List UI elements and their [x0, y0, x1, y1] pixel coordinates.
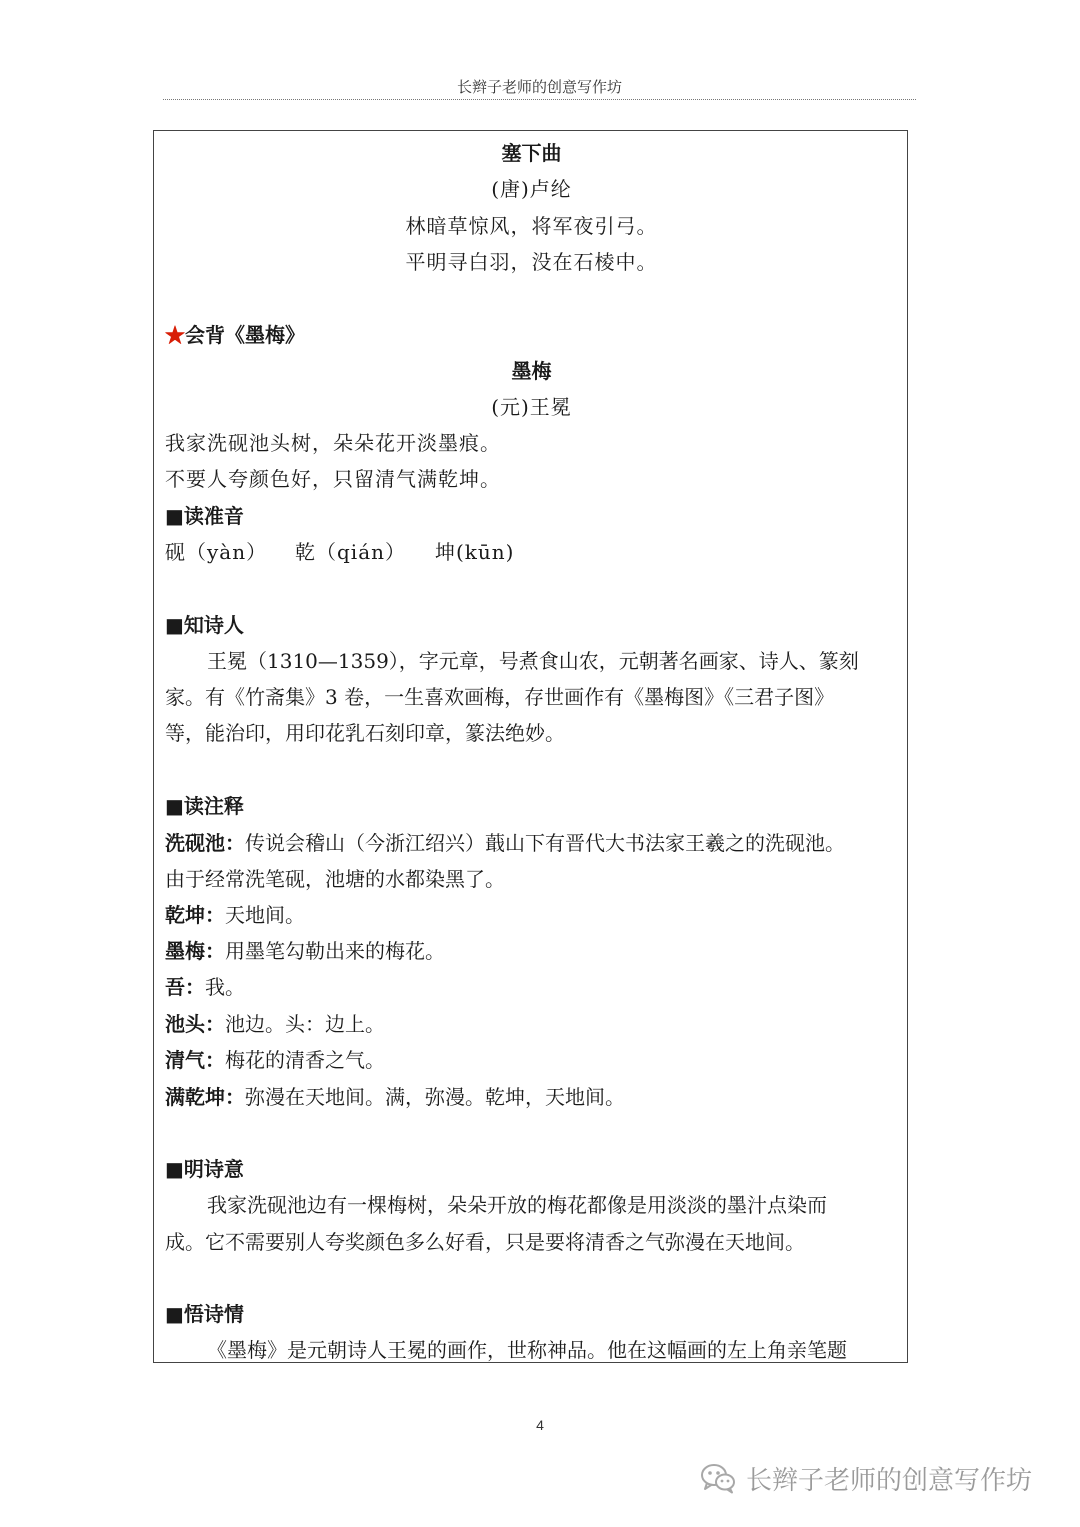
poet-text-line: 家。有《竹斋集》3 卷，一生喜欢画梅，存世画作有《墨梅图》《三君子图》: [165, 685, 835, 709]
poem1-author: (唐)卢纶: [491, 177, 572, 201]
watermark: [700, 1458, 1032, 1498]
poem1-line-2: 平明寻白羽，没在石棱中。: [405, 250, 658, 274]
note-term: 吾：: [165, 975, 205, 999]
note-term: 洗砚池：: [165, 831, 245, 855]
section-heading-pronounce: ■读准音: [165, 504, 244, 528]
pronounce-row: [165, 537, 898, 567]
page-number: 4: [536, 1417, 544, 1433]
star-icon: ★: [165, 323, 185, 347]
poem2-line-1: 我家洗砚池头树，朵朵花开淡墨痕。: [165, 431, 501, 455]
note-item: [165, 828, 898, 858]
pronounce-item: 乾（qián）: [295, 540, 407, 564]
content-frame: [153, 130, 908, 1363]
note-text: 传说会稽山（今浙江绍兴）蕺山下有晋代大书法家王羲之的洗砚池。: [245, 831, 845, 855]
note-text: 天地间。: [225, 903, 305, 927]
task-heading: [165, 320, 898, 350]
note-text: 用墨笔勾勒出来的梅花。: [225, 939, 445, 963]
page-header-title: 长辫子老师的创意写作坊: [456, 78, 622, 96]
pronounce-item: 砚（yàn）: [165, 540, 268, 564]
poem1-line-1: 林暗草惊风，将军夜引弓。: [405, 214, 658, 238]
note-item: [165, 936, 898, 966]
note-text: 由于经常洗笔砚，池塘的水都染黑了。: [165, 867, 505, 891]
note-text: 我。: [205, 975, 245, 999]
note-term: 乾坤：: [165, 903, 225, 927]
pronounce-item: 坤(kūn): [435, 540, 515, 564]
section-heading-poet: ■知诗人: [165, 613, 244, 637]
note-term: 池头：: [165, 1012, 225, 1036]
watermark-text: 长辫子老师的创意写作坊: [746, 1465, 1033, 1496]
header-divider: [163, 99, 916, 100]
section-heading-meaning: ■明诗意: [165, 1157, 244, 1181]
note-item: [165, 972, 898, 1002]
poem2-title: 墨梅: [511, 359, 552, 383]
note-item: [165, 864, 898, 894]
note-term: 墨梅：: [165, 939, 225, 963]
note-item: [165, 1009, 898, 1039]
task-label: 会背《墨梅》: [185, 323, 305, 347]
note-text: 梅花的清香之气。: [225, 1048, 385, 1072]
section-heading-feeling: ■悟诗情: [165, 1302, 244, 1326]
meaning-text-line: 成。它不需要别人夸奖颜色多么好看，只是要将清香之气弥漫在天地间。: [165, 1230, 805, 1254]
poem2-line-2: 不要人夸颜色好，只留清气满乾坤。: [165, 467, 501, 491]
meaning-text-line: 我家洗砚池边有一棵梅树，朵朵开放的梅花都像是用淡淡的墨汁点染而: [207, 1193, 827, 1217]
poet-text-line: 等，能治印，用印花乳石刻印章，篆法绝妙。: [165, 721, 565, 745]
wechat-icon: [700, 1462, 736, 1494]
note-item: [165, 900, 898, 930]
note-text: 弥漫在天地间。满，弥漫。乾坤，天地间。: [245, 1085, 625, 1109]
poem1-title: 塞下曲: [501, 141, 562, 165]
poet-text-line: 王冕（1310—1359），字元章，号煮食山农，元朝著名画家、诗人、篆刻: [207, 649, 859, 673]
note-term: 清气：: [165, 1048, 225, 1072]
note-text: 池边。头：边上。: [225, 1012, 385, 1036]
feeling-text-line: 《墨梅》是元朝诗人王冕的画作，世称神品。他在这幅画的左上角亲笔题: [207, 1338, 847, 1362]
note-item: [165, 1045, 898, 1075]
note-item: [165, 1082, 898, 1112]
poem2-author: (元)王冕: [491, 395, 572, 419]
note-term: 满乾坤：: [165, 1085, 245, 1109]
section-heading-notes: ■读注释: [165, 794, 244, 818]
